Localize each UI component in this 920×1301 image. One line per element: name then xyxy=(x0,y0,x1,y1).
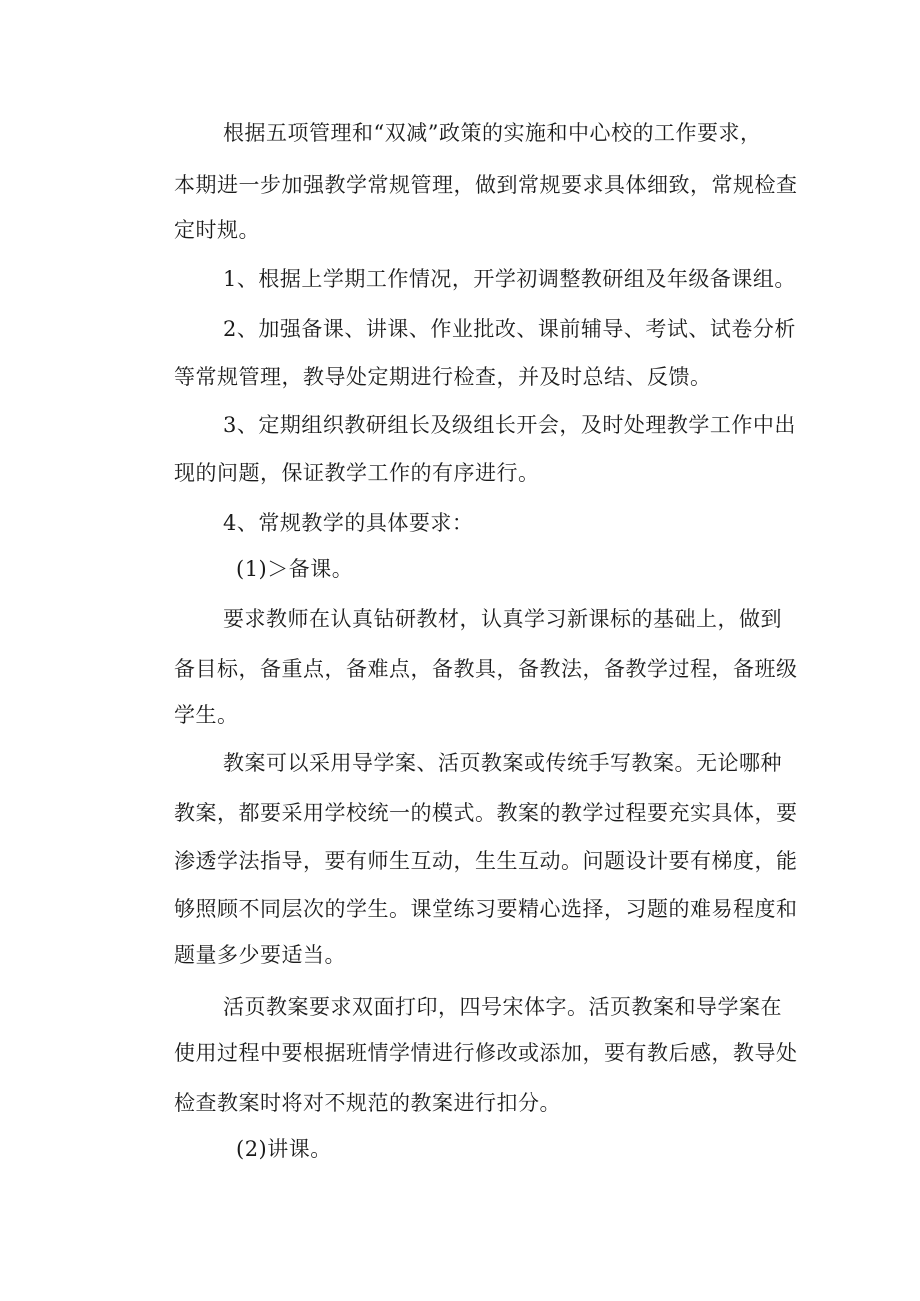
text-line: 现的问题，保证教学工作的有序进行。 xyxy=(174,461,540,485)
text-line: 使用过程中要根据班情学情进行修改或添加，要有教后感，教导处 xyxy=(174,1041,798,1065)
section-heading: (2)讲课。 xyxy=(236,1137,332,1161)
text-line: 4、常规教学的具体要求： xyxy=(223,511,474,535)
text-line: 本期进一步加强教学常规管理，做到常规要求具体细致，常规检查 xyxy=(174,173,798,197)
text-line: 学生。 xyxy=(174,703,239,727)
text-line: 等常规管理，教导处定期进行检查，并及时总结、反馈。 xyxy=(174,365,712,389)
text-line: 活页教案要求双面打印，四号宋体字。活页教案和导学案在 xyxy=(223,995,782,1019)
text-line: 渗透学法指导，要有师生互动，生生互动。问题设计要有梯度，能 xyxy=(174,849,798,873)
text-line: 检查教案时将对不规范的教案进行扣分。 xyxy=(174,1091,561,1115)
text-line: 3、定期组织教研组长及级组长开会，及时处理教学工作中出 xyxy=(223,413,796,437)
section-heading: (1)＞备课。 xyxy=(236,557,354,581)
text-line: 1、根据上学期工作情况，开学初调整教研组及年级备课组。 xyxy=(223,267,796,291)
text-line: 教案可以采用导学案、活页教案或传统手写教案。无论哪种 xyxy=(223,751,782,775)
text-line: 备目标，备重点，备难点，备教具，备教法，备教学过程，备班级 xyxy=(174,657,798,681)
text-line: 根据五项管理和“双减”政策的实施和中心校的工作要求， xyxy=(223,121,762,145)
text-line: 题量多少要适当。 xyxy=(174,943,346,967)
text-line: 要求教师在认真钻研教材，认真学习新课标的基础上，做到 xyxy=(223,607,782,631)
text-line: 2、加强备课、讲课、作业批改、课前辅导、考试、试卷分析 xyxy=(223,317,796,341)
text-line: 定时规。 xyxy=(174,218,260,242)
text-line: 教案，都要采用学校统一的模式。教案的教学过程要充实具体，要 xyxy=(174,801,798,825)
text-line: 够照顾不同层次的学生。课堂练习要精心选择，习题的难易程度和 xyxy=(174,897,798,921)
